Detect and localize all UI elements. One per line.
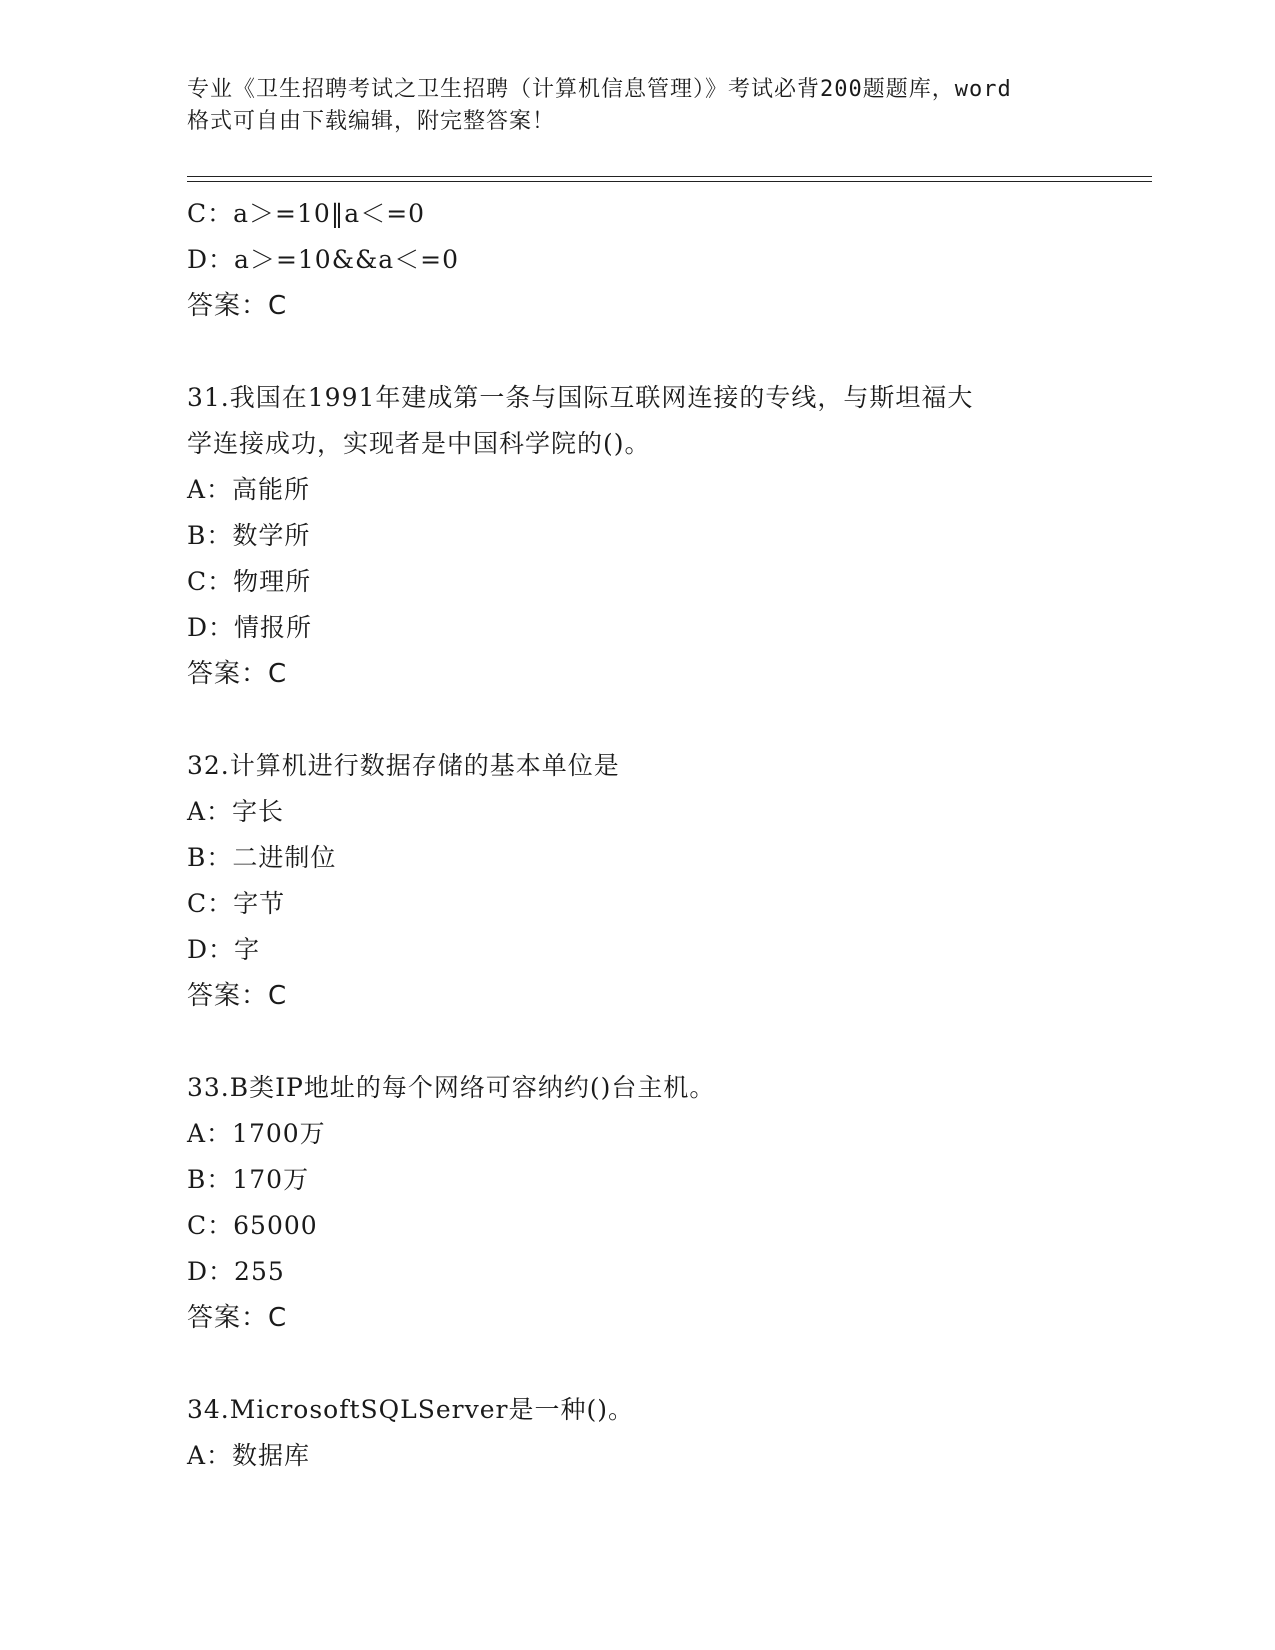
answer-line: 答案：C <box>187 981 288 1011</box>
option-d: D：a＞=10&&a＜=0 <box>187 245 459 274</box>
question-stem: 31.我国在1991年建成第一条与国际互联网连接的专线，与斯坦福大 <box>187 383 974 412</box>
answer-line: 答案：C <box>187 659 288 689</box>
answer-line: 答案：C <box>187 1303 288 1333</box>
question-stem-continued: 学连接成功，实现者是中国科学院的()。 <box>187 429 651 458</box>
option-d: D：字 <box>187 935 261 964</box>
header-line-2: 格式可自由下载编辑，附完整答案！ <box>187 109 556 134</box>
document-header <box>187 74 1087 138</box>
spacer <box>187 1019 1107 1065</box>
option-b: B：170万 <box>187 1165 310 1194</box>
option-a: A：1700万 <box>187 1119 326 1148</box>
question-stem: 33.B类IP地址的每个网络可容纳约()台主机。 <box>187 1073 716 1102</box>
option-c: C：65000 <box>187 1211 318 1240</box>
option-b: B：数学所 <box>187 521 311 550</box>
option-d: D：255 <box>187 1257 285 1286</box>
spacer <box>187 1341 1107 1387</box>
spacer <box>187 329 1107 375</box>
option-a: A：字长 <box>187 797 285 826</box>
question-list <box>187 191 1107 1479</box>
option-c: C：物理所 <box>187 567 312 596</box>
header-divider-bottom <box>187 181 1152 182</box>
question-stem: 32.计算机进行数据存储的基本单位是 <box>187 751 620 780</box>
question-stem: 34.MicrosoftSQLServer是一种()。 <box>187 1395 635 1424</box>
spacer <box>187 697 1107 743</box>
header-divider-top <box>187 176 1152 177</box>
option-c: C：字节 <box>187 889 286 918</box>
option-d: D：情报所 <box>187 613 313 642</box>
option-b: B：二进制位 <box>187 843 337 872</box>
option-c: C：a＞=10‖a＜=0 <box>187 199 426 228</box>
option-a: A：高能所 <box>187 475 311 504</box>
header-line-1: 专业《卫生招聘考试之卫生招聘（计算机信息管理）》考试必背200题题库，word <box>187 77 1012 102</box>
answer-line: 答案：C <box>187 291 288 321</box>
option-a: A：数据库 <box>187 1441 311 1470</box>
